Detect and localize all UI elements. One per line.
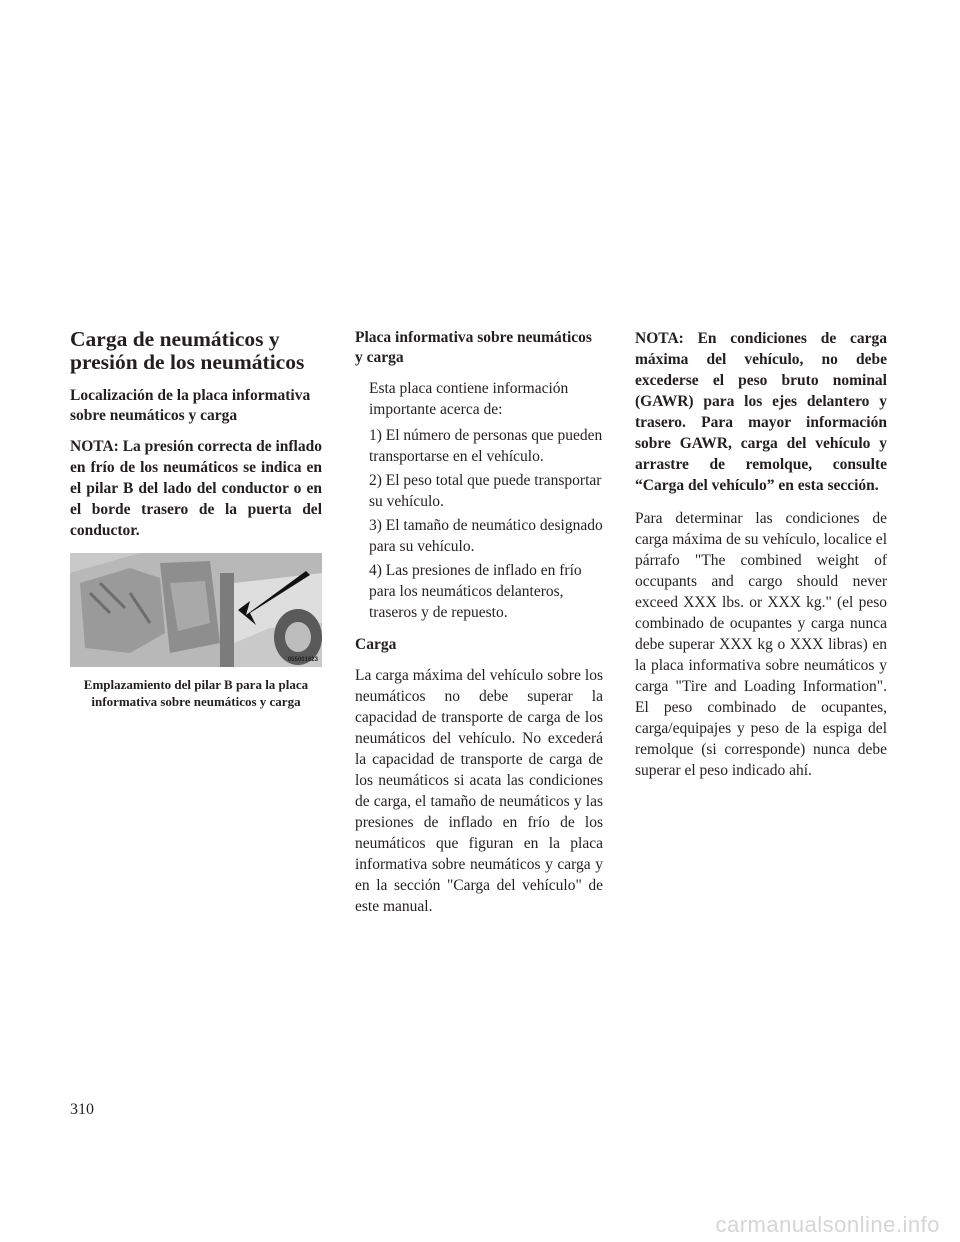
figure-code: 055001823 — [287, 657, 318, 663]
subsection-placard-heading: Placa informativa sobre neumáticos y carga — [355, 329, 592, 366]
subsection-location-heading: Localización de la placa informativa sobre neumáticos y carga — [70, 387, 311, 424]
left-column — [70, 328, 322, 710]
carga-paragraph: La carga máxima del vehículo sobre los neumáticos no debe superar la capacidad de transporte de carga de los neumáticos del vehículo. No excederá la capacidad de transporte de carga de los neumáticos si acata las condiciones de carga, el tamaño de neumáticos y las presiones de inflado en frío de los neumáticos que figuran en la placa informativa sobre neumáticos y carga y en la sección "Carga del vehículo" de este manual. — [355, 667, 603, 915]
car-door-illustration — [70, 553, 322, 667]
section-title: Carga de neumáticos y presión de los neumáticos — [70, 327, 305, 374]
placard-intro: Esta placa contiene información importante acerca de: — [369, 380, 569, 418]
figure-caption: Emplazamiento del pilar B para la placa informativa sobre neumáticos y carga — [83, 677, 309, 709]
page-number: 310 — [70, 1101, 94, 1118]
right-column — [635, 328, 887, 781]
subsection-carga-heading: Carga — [355, 636, 397, 653]
b-pillar-figure — [70, 553, 322, 667]
watermark: carmanualsonline.info — [715, 1212, 940, 1237]
list-item: 4) Las presiones de inflado en frío para los neumáticos delanteros, traseros y de repuesto. — [369, 562, 582, 621]
middle-column — [355, 328, 603, 917]
determine-paragraph: Para determinar las condiciones de carga máxima de su vehículo, localice el párrafo "The combined weight of occupants and cargo should never exceed XXX lbs. or XXX kg." (el peso combinado de ocupantes y carga nunca debe superar XXX kg o XXX libras) en la placa informativa sobre neumáticos y carga "Tire and Loading Information". El peso combinado de ocupantes, carga/equipajes y peso de la espiga del remolque (si corresponde) nunca debe superar el peso indicado ahí. — [635, 510, 887, 779]
placard-list — [355, 378, 603, 623]
note-location: NOTA: La presión correcta de inflado en frío de los neumáticos se indica en el pilar B del lado del conductor o en el borde trasero de la puerta del conductor. — [70, 438, 322, 539]
list-item: 1) El número de personas que pueden transportarse en el vehículo. — [369, 427, 603, 465]
list-item: 2) El peso total que puede transportar su vehículo. — [369, 472, 602, 510]
note-gawr: NOTA: En condiciones de carga máxima del vehículo, no debe excederse el peso bruto nominal (GAWR) para los ejes delantero y trasero. Para mayor información sobre GAWR, carga del vehículo y arrastre de remolque, consulte “Carga del vehículo” en esta sección. — [635, 330, 887, 494]
list-item: 3) El tamaño de neumático designado para su vehículo. — [369, 517, 603, 555]
